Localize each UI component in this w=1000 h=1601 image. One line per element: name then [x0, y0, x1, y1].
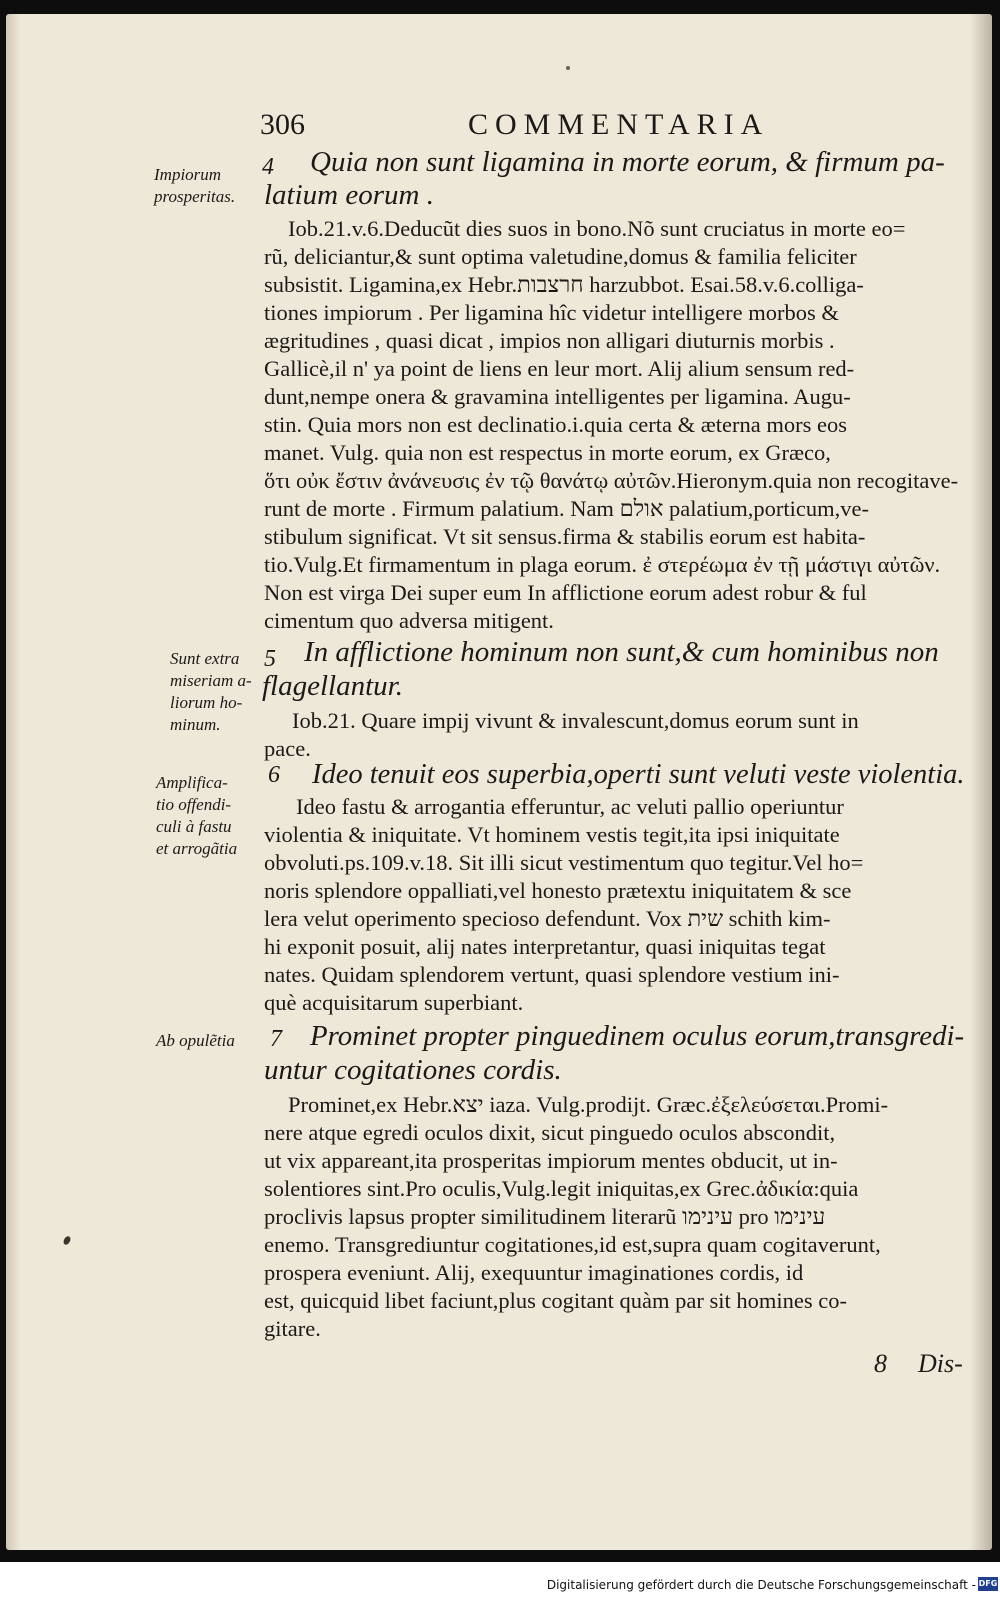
margin-note-line: Sunt extra — [170, 649, 240, 668]
book-page — [6, 14, 992, 1550]
commentary-line: stin. Quia mors non est declinatio.i.quia certa & æterna mors eos — [264, 412, 847, 437]
commentary-line: rũ, deliciantur,& sunt optima valetudine,domus & familia feliciter — [264, 244, 857, 269]
commentary-line: tiones impiorum . Per ligamina hîc videtur intelligere morbos & — [264, 300, 839, 325]
verse-line: untur cogitationes cordis. — [264, 1054, 562, 1086]
ink-speck — [566, 66, 570, 70]
commentary-line: hi exponit posuit, alij nates interpretantur, quasi iniquitas tegat — [264, 934, 826, 959]
margin-note — [154, 164, 235, 208]
ink-blot — [62, 1235, 72, 1246]
verse-line: Ideo tenuit eos superbia,operti sunt veluti veste violentia. — [312, 758, 965, 790]
commentary-line: cimentum quo adversa mitigent. — [264, 608, 554, 633]
margin-note-line: culi à fastu — [156, 817, 232, 836]
verse-number: 6 — [268, 762, 280, 788]
commentary-line: Non est virga Dei super eum In afflictione eorum adest robur & ful — [264, 580, 867, 605]
commentary-line: ægritudines , quasi dicat , impios non alligari diuturnis morbis . — [264, 328, 835, 353]
catchword-number: 8 — [874, 1349, 887, 1378]
commentary-line: pace. — [264, 736, 311, 761]
verse-line: In afflictione hominum non sunt,& cum hominibus non — [304, 636, 939, 668]
verse-number: 4 — [262, 154, 274, 180]
commentary-line: manet. Vulg. quia non est respectus in morte eorum, ex Græco, — [264, 440, 831, 465]
commentary-line: enemo. Transgrediuntur cogitationes,id est,supra quam cogitaverunt, — [264, 1232, 881, 1257]
commentary-line: Iob.21. Quare impij vivunt & invalescunt,domus eorum sunt in — [292, 708, 859, 733]
commentary-line: tio.Vulg.Et firmamentum in plaga eorum. ἐ στερέωμα ἐν τῇ μάστιγι αὐτῶν. — [264, 552, 941, 577]
margin-note-line: prosperitas. — [154, 187, 236, 206]
commentary-line: subsistit. Ligamina,ex Hebr.חרצבות harzubbot. Esai.58.v.6.colliga- — [264, 272, 864, 297]
commentary-line: ὅτι οὐκ ἔστιν ἀνάνευσις ἐν τῷ θανάτῳ αὐτῶν.Hieronym.quia non recogitave- — [264, 468, 959, 493]
commentary-line: obvoluti.ps.109.v.18. Sit illi sicut vestimentum quo tegitur.Vel ho= — [264, 850, 864, 875]
commentary-line: est, quicquid libet faciunt,plus cogitant quàm par sit homines co- — [264, 1288, 848, 1313]
verse-number: 5 — [264, 646, 276, 672]
margin-note-line: Ab opulẽtia — [156, 1031, 235, 1050]
commentary-line: prospera eveniunt. Alij, exequuntur imaginationes cordis, id — [264, 1260, 804, 1285]
commentary-line: nates. Quidam splendorem vertunt, quasi splendore vestium ini- — [264, 962, 840, 987]
dfg-logo: DFG — [978, 1577, 998, 1591]
commentary-line: stibulum significat. Vt sit sensus.firma & stabilis eorum est habita- — [264, 524, 866, 549]
catchword: Dis- — [918, 1349, 963, 1378]
commentary-line: lera velut operimento specioso defendunt. Vox שית schith kim- — [264, 906, 831, 931]
digitization-credit: Digitalisierung gefördert durch die Deutsche Forschungsgemeinschaft - — [546, 1578, 976, 1592]
commentary-line: solentiores sint.Pro oculis,Vulg.legit iniquitas,ex Grec.ἀδικία:quia — [264, 1176, 859, 1201]
commentary-line: nere atque egredi oculos dixit, sicut pinguedo oculos abscondit, — [264, 1120, 836, 1145]
commentary-line: runt de morte . Firmum palatium. Nam אולם palatium,porticum,ve- — [264, 496, 869, 521]
page-gutter-shadow — [6, 14, 20, 1550]
commentary-line: Ideo fastu & arrogantia efferuntur, ac veluti pallio operiuntur — [296, 794, 844, 819]
commentary-line: dunt,nempe onera & gravamina intelligentes per ligamina. Augu- — [264, 384, 851, 409]
margin-note — [156, 772, 237, 860]
margin-note-line: minum. — [170, 715, 221, 734]
margin-note-line: liorum ho- — [170, 693, 243, 712]
verse-line: latium eorum . — [264, 179, 434, 211]
margin-note — [156, 1030, 235, 1052]
margin-note-line: Impiorum — [154, 165, 222, 184]
commentary-line: Prominet,ex Hebr.יצא iaza. Vulg.prodijt. Græc.ἐξελεύσεται.Promi- — [288, 1092, 889, 1117]
commentary-line: ut vix appareant,ita prosperitas impiorum mentes obducit, ut in- — [264, 1148, 838, 1173]
commentary-line: què acquisitarum superbiant. — [264, 990, 524, 1015]
commentary-line: Gallicè,il n' ya point de liens en leur mort. Alij alium sensum red- — [264, 356, 855, 381]
commentary-line: violentia & iniquitate. Vt hominem vestis tegit,ita ipsi iniquitate — [264, 822, 840, 847]
page-edge-shadow — [970, 14, 992, 1550]
margin-note-line: Amplifica- — [156, 773, 228, 792]
commentary-line: Iob.21.v.6.Deducũt dies suos in bono.Nõ sunt cruciatus in morte eo= — [288, 216, 906, 241]
commentary-line: noris splendore oppalliati,vel honesto prætextu iniquitatem & sce — [264, 878, 852, 903]
margin-note-line: tio offendi- — [156, 795, 232, 814]
verse-number: 7 — [270, 1026, 282, 1052]
margin-note-line: et arrogãtia — [156, 839, 238, 858]
commentary-line: gitare. — [264, 1316, 321, 1341]
running-head: COMMENTARIA — [468, 108, 770, 141]
verse-line: Prominet propter pinguedinem oculus eorum,transgredi- — [310, 1020, 965, 1052]
verse-line: Quia non sunt ligamina in morte eorum, & firmum pa- — [310, 146, 945, 178]
page-number: 306 — [260, 108, 305, 141]
commentary-line: proclivis lapsus propter similitudinem literarũ עינימו pro עינימו — [264, 1204, 826, 1229]
verse-line: flagellantur. — [262, 670, 403, 702]
margin-note-line: miseriam a- — [170, 671, 252, 690]
margin-note — [170, 648, 252, 736]
